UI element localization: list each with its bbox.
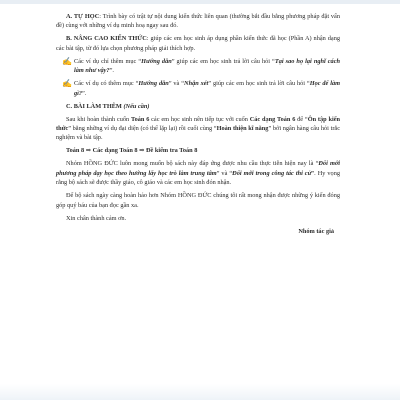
series-text-4: ” bằng những ví dụ đại diện (có thể lặp lại) rồi cuối cùng “	[68, 125, 217, 133]
note-guide-text-2: ” giúp các em học sinh trả lời câu hỏi “	[171, 57, 275, 65]
section-c	[56, 102, 340, 111]
note-remark-text-4: ”.	[82, 89, 87, 97]
series-phrase-1: Ôn tập kiến thức	[56, 115, 340, 133]
section-a	[56, 12, 340, 31]
note-remark-text-1: Các ví dụ có thêm mục “	[74, 80, 139, 88]
top-band	[0, 0, 400, 4]
note-remark-text-2: ” và “	[168, 80, 185, 88]
pen-hand-icon: ✍	[62, 79, 72, 89]
section-b-heading: B. NÂNG CAO KIẾN THỨC	[66, 35, 147, 43]
paragraph-mission	[56, 159, 340, 187]
section-c-heading: C. BÀI LÀM THÊM	[66, 102, 122, 110]
note-remark	[56, 79, 340, 98]
section-b-text: : giúp các em học sinh áp dụng phần kiến thức đã học (Phần A) nhận dạng các bài tập, từ đó lựa chọn phương pháp giải thích hợp.	[56, 35, 340, 52]
paragraph-feedback: Để bộ sách ngày càng hoàn hảo hơn Nhóm HỒNG ĐỨC chúng tôi rất mong nhận được những ý kiến đóng góp quý báu của bạn đọc gần xa.	[56, 192, 340, 209]
note-remark-label-1: Hướng dẫn	[138, 80, 169, 88]
signature: Nhóm tác giả	[298, 227, 334, 235]
note-guide-label: Hướng dẫn	[141, 57, 172, 65]
note-remark-text-3: ” giúp các em học sinh trả lời câu hỏi “	[208, 80, 310, 88]
note-guide-question: Tại sao họ lại nghĩ cách làm như vậy?	[74, 57, 341, 75]
series-phrase-2: Hoàn thiện kĩ năng	[216, 125, 269, 133]
paragraph-series	[56, 115, 340, 143]
mission-slogan-2: Đổi mới trong công tác thi cử	[232, 169, 312, 177]
book-sequence: Toán 8 ⇒ Các dạng Toán 8 ⇒ Đề kiểm tra Toán 8	[66, 147, 198, 155]
note-remark-question: Học để làm gì?	[74, 80, 341, 97]
series-text-5: ” bởi ngân hàng câu hỏi trắc nghiệm và bài tập.	[56, 125, 341, 142]
series-book-1: Toán 6	[130, 115, 150, 123]
series-text-1: Sau khi hoàn thành cuốn	[66, 115, 131, 123]
preface-text	[56, 12, 340, 240]
note-guide-text-1: Các ví dụ chỉ thêm mục “	[74, 57, 142, 65]
series-book-2: Các dạng Toán 6	[249, 115, 296, 123]
mission-text-3: ”. Hy vọng rằng bộ sách sẽ được thầy giáo, cô giáo và các em học sinh đón nhận.	[56, 169, 340, 187]
pen-hand-icon: ✍	[62, 56, 72, 66]
section-b	[56, 34, 340, 53]
section-c-sub: (Nếu cần)	[121, 102, 150, 110]
section-a-heading: A. TỰ HỌC	[66, 13, 100, 20]
mission-slogan-1: Đổi mới phương pháp dạy học theo hướng lấy học trò làm trung tâm	[56, 160, 340, 177]
bottom-band	[0, 384, 400, 400]
series-text-2: các em học sinh nên tiếp tục với cuốn	[149, 115, 250, 123]
section-a-text: : Trình bày có trật tự nội dung kiến thức liên quan (thường bắt đầu bằng phương pháp đặt vấn đề) cùng với những ví dụ minh hoạ ngay sau đó.	[56, 13, 341, 30]
mission-text-2: ” và “	[216, 169, 233, 177]
note-guide-text-3: ”.	[109, 67, 114, 75]
note-guide	[56, 57, 340, 76]
series-text-3: để “	[295, 115, 308, 123]
note-remark-label-2: Nhận xét	[184, 80, 209, 88]
mission-text-1: Nhóm HỒNG ĐỨC luôn mong muốn bộ sách này đáp ứng được nhu cầu thực tiễn hiện nay là “	[66, 160, 319, 168]
paragraph-thanks: Xin chân thành cảm ơn.	[66, 214, 127, 222]
